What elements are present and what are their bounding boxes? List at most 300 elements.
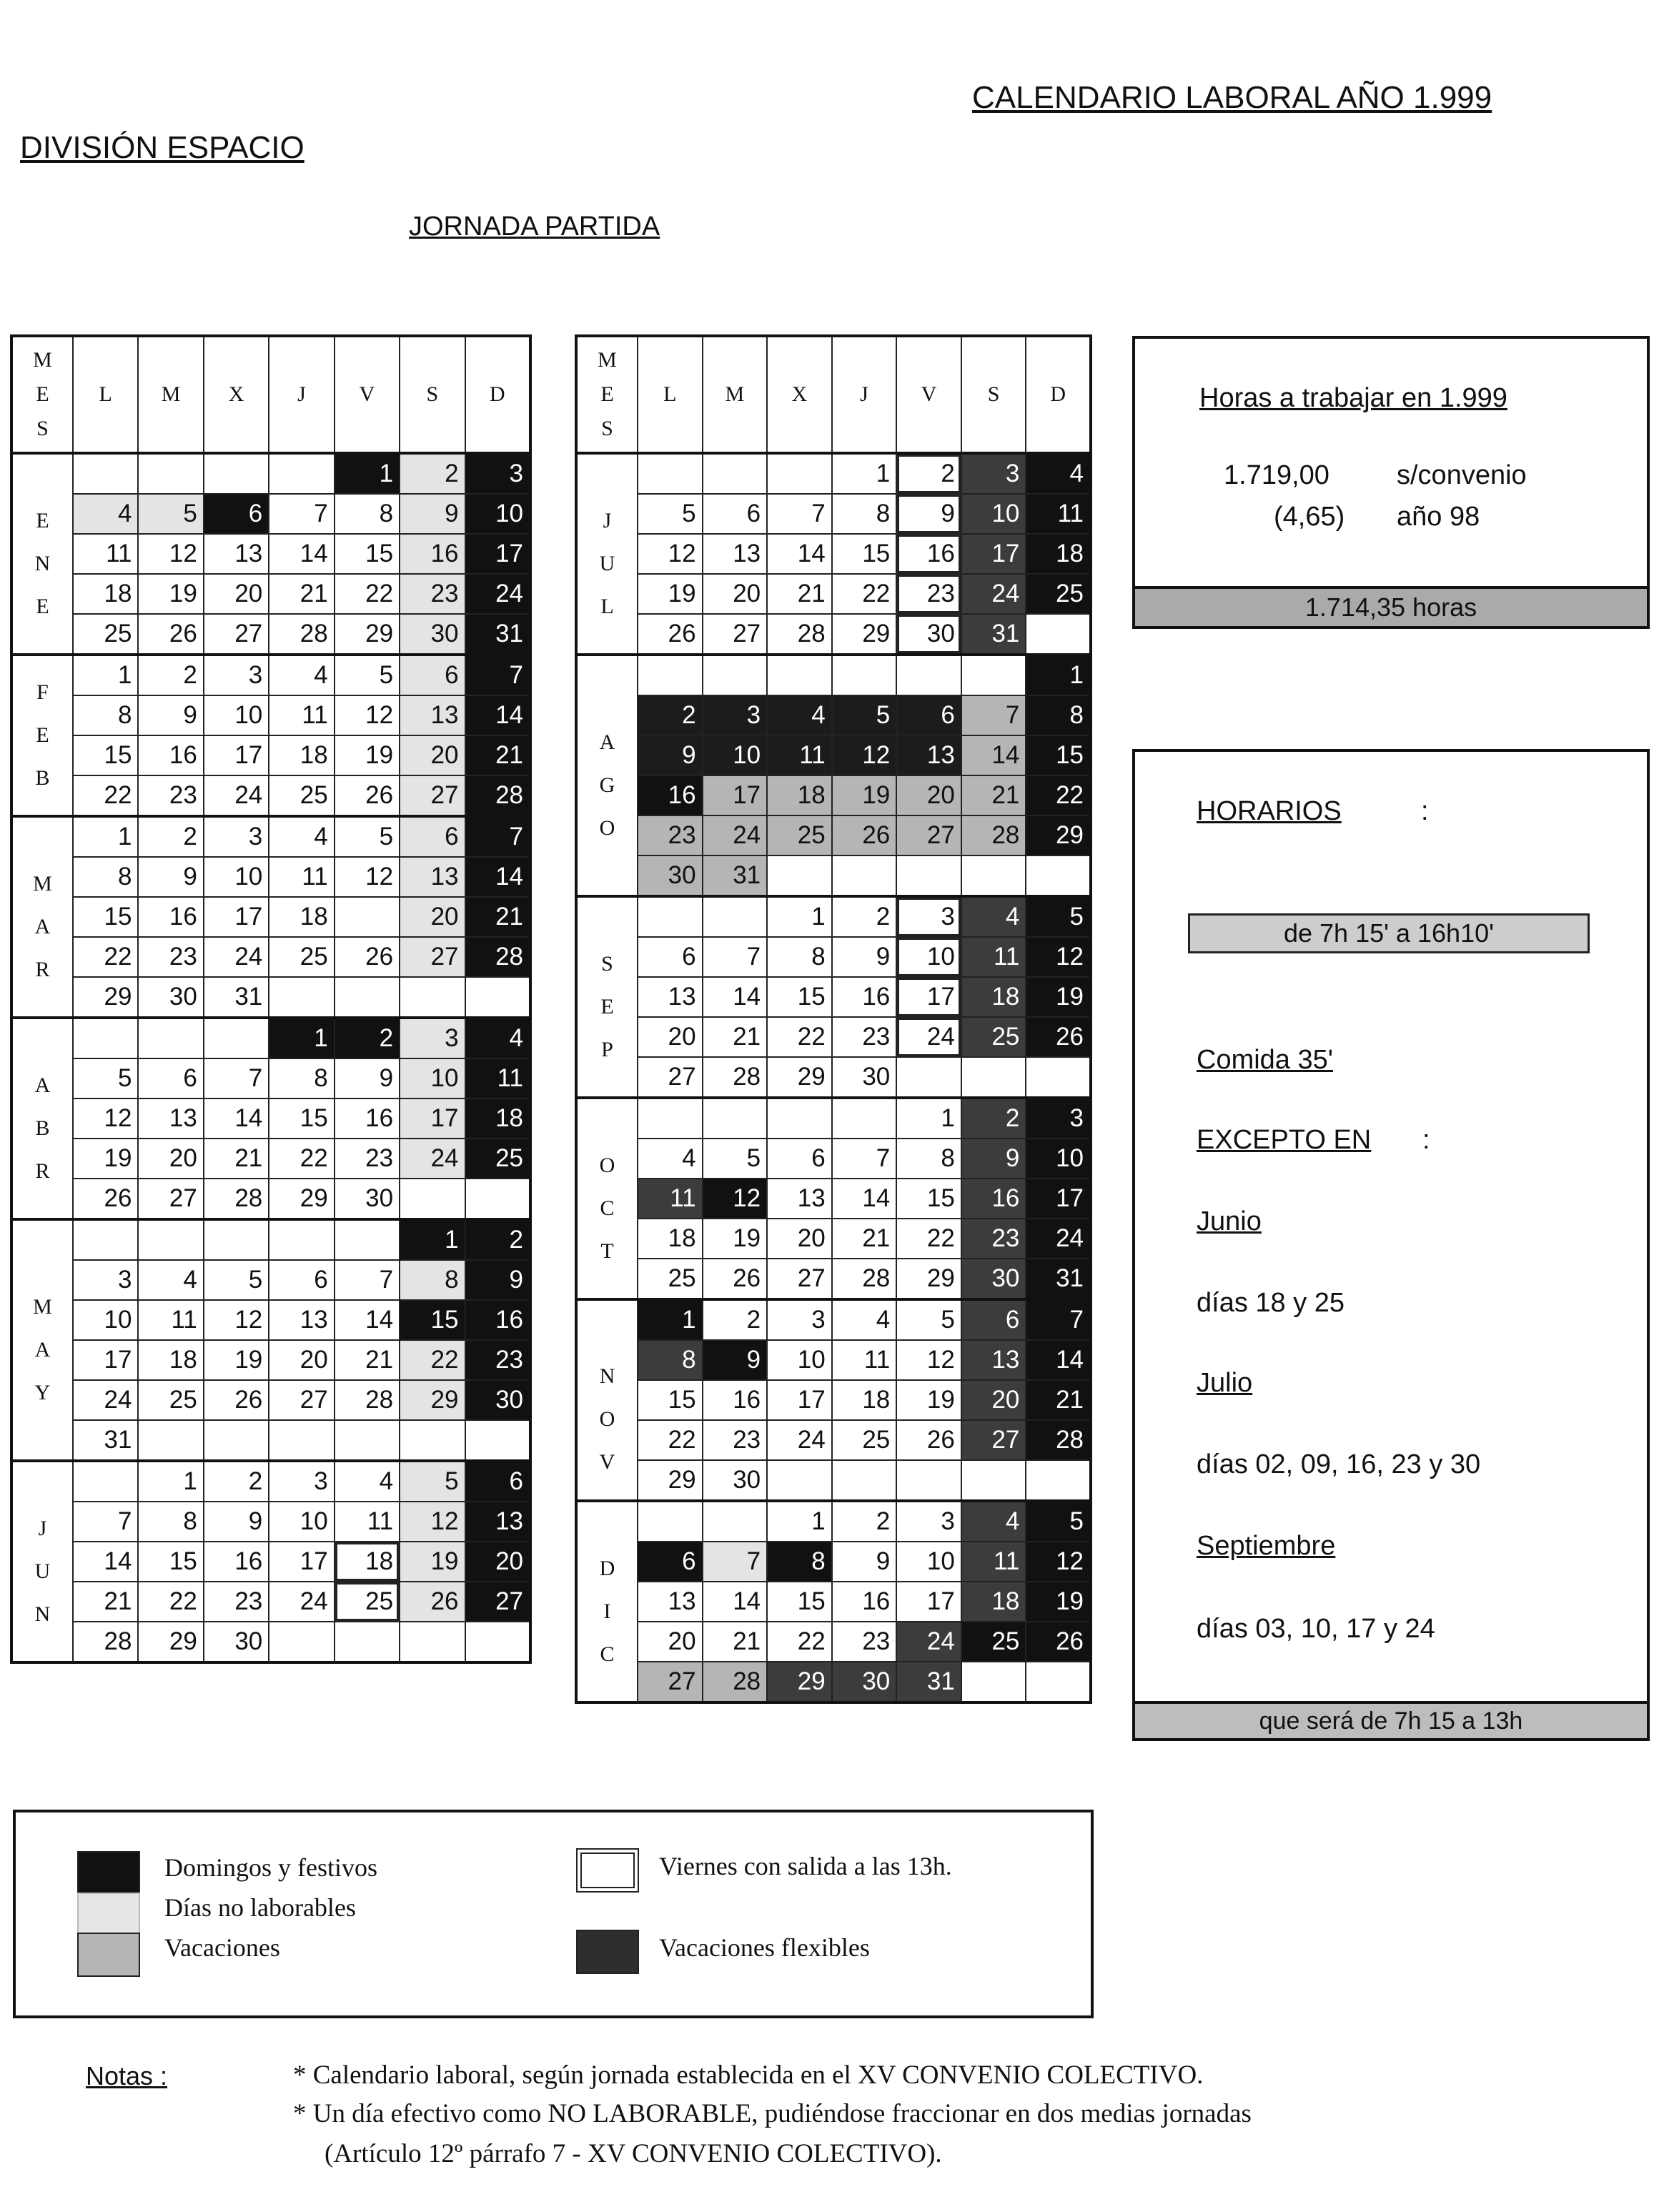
day-cell: 28 [335,1380,400,1420]
day-cell: 5 [400,1461,465,1502]
day-cell: 28 [269,614,334,655]
day-cell: 24 [961,574,1026,614]
day-cell: 17 [703,775,768,815]
day-cell: 31 [896,1662,961,1702]
mes-header: M E S [576,336,638,453]
day-cell: 25 [961,1017,1026,1057]
day-cell: 31 [465,614,530,655]
day-cell: 27 [400,775,465,816]
day-cell: 2 [638,695,703,735]
day-cell: 8 [400,1260,465,1300]
day-cell: 23 [204,1582,269,1622]
day-cell: 18 [138,1340,203,1380]
day-cell: 28 [465,937,530,977]
day-cell: 13 [269,1300,334,1340]
day-cell: 19 [703,1219,768,1259]
day-cell: 18 [961,1582,1026,1622]
day-cell: 26 [335,775,400,816]
day-cell: 1 [1026,655,1091,695]
empty-cell [703,1098,768,1139]
day-cell: 10 [896,937,961,977]
empty-cell [204,1219,269,1260]
day-cell: 1 [73,816,138,857]
day-cell: 29 [73,977,138,1018]
day-cell: 13 [961,1340,1026,1380]
day-cell: 16 [896,534,961,574]
month-label: O C T [576,1098,638,1299]
empty-cell [335,1219,400,1260]
day-cell: 14 [767,534,832,574]
day-cell: 27 [638,1662,703,1702]
day-cell: 25 [269,937,334,977]
day-cell: 5 [638,494,703,534]
empty-cell [961,855,1026,896]
empty-cell [896,655,961,695]
hours-value-2: (4,65) [1274,502,1345,532]
weekday-header: M [703,336,768,453]
day-cell: 16 [465,1300,530,1340]
empty-cell [767,1460,832,1501]
day-cell: 9 [638,735,703,775]
day-cell: 4 [638,1139,703,1179]
day-cell: 30 [335,1179,400,1219]
calendar-table-left [10,334,532,1664]
day-cell: 19 [1026,1582,1091,1622]
day-cell: 1 [832,453,897,494]
day-cell: 8 [767,1542,832,1582]
day-cell: 10 [896,1542,961,1582]
empty-cell [767,453,832,494]
empty-cell [335,977,400,1018]
day-cell: 17 [961,534,1026,574]
day-cell: 3 [767,1299,832,1340]
day-cell: 6 [269,1260,334,1300]
day-cell: 23 [400,574,465,614]
day-cell: 5 [1026,896,1091,937]
day-cell: 8 [335,494,400,534]
day-cell: 7 [1026,1299,1091,1340]
day-cell: 19 [832,775,897,815]
empty-cell [204,1018,269,1058]
schedule-hours: de 7h 15' a 16h10' [1188,913,1590,953]
day-cell: 29 [400,1380,465,1420]
day-cell: 9 [703,1340,768,1380]
empty-cell [269,453,334,494]
day-cell: 9 [138,695,203,735]
empty-cell [896,1460,961,1501]
hours-box [1132,336,1650,629]
day-cell: 10 [703,735,768,775]
day-cell: 12 [335,857,400,897]
empty-cell [204,1420,269,1461]
day-cell: 24 [204,937,269,977]
month-label: F E B [11,655,73,816]
empty-cell [465,1179,530,1219]
day-cell: 3 [961,453,1026,494]
day-cell: 3 [896,896,961,937]
day-cell: 1 [896,1098,961,1139]
day-cell: 22 [400,1340,465,1380]
day-cell: 30 [138,977,203,1018]
day-cell: 3 [1026,1098,1091,1139]
schedule-title-colon: : [1421,796,1429,826]
day-cell: 25 [73,614,138,655]
day-cell: 27 [400,937,465,977]
day-cell: 23 [335,1139,400,1179]
day-cell: 17 [896,977,961,1017]
day-cell: 19 [73,1139,138,1179]
note-2: * Un día efectivo como NO LABORABLE, pudiéndose fraccionar en dos medias jornadas [293,2099,1252,2128]
day-cell: 7 [465,655,530,695]
weekday-header: L [73,336,138,453]
day-cell: 7 [832,1139,897,1179]
day-cell: 12 [1026,937,1091,977]
day-cell: 8 [638,1340,703,1380]
day-cell: 21 [335,1340,400,1380]
day-cell: 10 [269,1502,334,1542]
day-cell: 13 [896,735,961,775]
weekday-header: M [138,336,203,453]
day-cell: 11 [269,857,334,897]
month-label: D I C [576,1501,638,1702]
empty-cell [832,1098,897,1139]
day-cell: 23 [832,1017,897,1057]
empty-cell [703,655,768,695]
day-cell: 15 [400,1300,465,1340]
empty-cell [400,1179,465,1219]
weekday-header: S [400,336,465,453]
day-cell: 15 [896,1179,961,1219]
day-cell: 18 [269,735,334,775]
day-cell: 29 [896,1259,961,1299]
day-cell: 1 [767,896,832,937]
empty-cell [138,1420,203,1461]
empty-cell [1026,1460,1091,1501]
hours-unit-2: año 98 [1397,502,1480,532]
day-cell: 2 [832,1501,897,1542]
day-cell: 20 [204,574,269,614]
day-cell: 30 [400,614,465,655]
day-cell: 29 [767,1662,832,1702]
day-cell: 4 [767,695,832,735]
day-cell: 9 [400,494,465,534]
day-cell: 29 [1026,815,1091,855]
day-cell: 7 [961,695,1026,735]
notes-label: Notas : [86,2061,168,2091]
day-cell: 7 [703,937,768,977]
day-cell: 25 [335,1582,400,1622]
day-cell: 31 [73,1420,138,1461]
day-cell: 22 [896,1219,961,1259]
day-cell: 6 [767,1139,832,1179]
empty-cell [638,453,703,494]
weekday-header: X [204,336,269,453]
day-cell: 11 [269,695,334,735]
month-label: J U L [576,453,638,655]
day-cell: 17 [204,735,269,775]
days-september: días 03, 10, 17 y 24 [1197,1614,1435,1644]
day-cell: 22 [1026,775,1091,815]
day-cell: 6 [896,695,961,735]
day-cell: 31 [703,855,768,896]
weekday-header: D [465,336,530,453]
day-cell: 27 [138,1179,203,1219]
empty-cell [335,1622,400,1662]
day-cell: 8 [73,695,138,735]
day-cell: 28 [832,1259,897,1299]
empty-cell [400,977,465,1018]
empty-cell [335,897,400,937]
day-cell: 2 [703,1299,768,1340]
day-cell: 2 [465,1219,530,1260]
empty-cell [400,1420,465,1461]
day-cell: 9 [832,1542,897,1582]
day-cell: 14 [1026,1340,1091,1380]
day-cell: 3 [465,453,530,494]
day-cell: 9 [961,1139,1026,1179]
day-cell: 26 [204,1380,269,1420]
day-cell: 20 [638,1017,703,1057]
weekday-header: V [896,336,961,453]
month-label: S E P [576,896,638,1098]
empty-cell [73,1018,138,1058]
day-cell: 3 [204,655,269,695]
day-cell: 5 [1026,1501,1091,1542]
day-cell: 28 [961,815,1026,855]
day-cell: 21 [1026,1380,1091,1420]
day-cell: 22 [335,574,400,614]
hours-unit-1: s/convenio [1397,460,1527,490]
empty-cell [269,1420,334,1461]
empty-cell [767,855,832,896]
month-label: M A R [11,816,73,1018]
empty-cell [335,1420,400,1461]
empty-cell [961,1662,1026,1702]
day-cell: 7 [465,816,530,857]
day-cell: 8 [896,1139,961,1179]
day-cell: 26 [896,1420,961,1460]
day-cell: 16 [832,1582,897,1622]
day-cell: 1 [400,1219,465,1260]
except-colon: : [1422,1125,1430,1155]
day-cell: 13 [703,534,768,574]
legend-label-no-laborables: Días no laborables [164,1893,356,1922]
day-cell: 29 [138,1622,203,1662]
day-cell: 20 [465,1542,530,1582]
day-cell: 2 [138,655,203,695]
legend-label-flexibles: Vacaciones flexibles [659,1933,870,1962]
day-cell: 4 [1026,453,1091,494]
day-cell: 19 [204,1340,269,1380]
day-cell: 2 [335,1018,400,1058]
note-3: (Artículo 12º párrafo 7 - XV CONVENIO COLECTIVO). [325,2139,942,2168]
legend-box [13,1810,1094,2018]
day-cell: 1 [73,655,138,695]
empty-cell [638,655,703,695]
day-cell: 5 [703,1139,768,1179]
legend-swatch-vacaciones [77,1933,140,1977]
day-cell: 1 [767,1501,832,1542]
empty-cell [1026,1057,1091,1098]
except-label: EXCEPTO EN [1197,1125,1372,1155]
day-cell: 10 [400,1058,465,1098]
day-cell: 18 [73,574,138,614]
day-cell: 14 [204,1098,269,1139]
day-cell: 1 [335,453,400,494]
day-cell: 28 [465,775,530,816]
schedule-title: HORARIOS [1197,796,1342,826]
day-cell: 18 [767,775,832,815]
day-cell: 23 [896,574,961,614]
day-cell: 5 [73,1058,138,1098]
day-cell: 11 [138,1300,203,1340]
day-cell: 28 [1026,1420,1091,1460]
day-cell: 3 [703,695,768,735]
day-cell: 21 [204,1139,269,1179]
day-cell: 5 [335,655,400,695]
day-cell: 24 [73,1380,138,1420]
day-cell: 17 [896,1582,961,1622]
division-title: DIVISIÓN ESPACIO [20,130,304,165]
day-cell: 14 [335,1300,400,1340]
day-cell: 6 [638,937,703,977]
day-cell: 16 [204,1542,269,1582]
day-cell: 21 [269,574,334,614]
day-cell: 16 [138,897,203,937]
day-cell: 26 [73,1179,138,1219]
month-label: E N E [11,453,73,655]
day-cell: 10 [767,1340,832,1380]
day-cell: 15 [767,977,832,1017]
jornada-title: JORNADA PARTIDA [409,212,660,242]
day-cell: 23 [703,1420,768,1460]
day-cell: 15 [1026,735,1091,775]
day-cell: 18 [638,1219,703,1259]
day-cell: 27 [269,1380,334,1420]
day-cell: 2 [832,896,897,937]
day-cell: 24 [204,775,269,816]
day-cell: 30 [638,855,703,896]
day-cell: 16 [400,534,465,574]
day-cell: 17 [204,897,269,937]
day-cell: 29 [767,1057,832,1098]
empty-cell [1026,614,1091,655]
day-cell: 17 [400,1098,465,1139]
weekday-header: V [335,336,400,453]
day-cell: 4 [832,1299,897,1340]
day-cell: 16 [335,1098,400,1139]
day-cell: 27 [204,614,269,655]
day-cell: 20 [767,1219,832,1259]
day-cell: 6 [638,1542,703,1582]
weekday-header: D [1026,336,1091,453]
day-cell: 24 [1026,1219,1091,1259]
day-cell: 18 [1026,534,1091,574]
empty-cell [703,896,768,937]
day-cell: 17 [269,1542,334,1582]
day-cell: 24 [767,1420,832,1460]
day-cell: 16 [138,735,203,775]
day-cell: 17 [1026,1179,1091,1219]
day-cell: 31 [1026,1259,1091,1299]
day-cell: 27 [961,1420,1026,1460]
day-cell: 8 [269,1058,334,1098]
day-cell: 22 [269,1139,334,1179]
day-cell: 21 [73,1582,138,1622]
day-cell: 11 [1026,494,1091,534]
day-cell: 29 [269,1179,334,1219]
day-cell: 4 [269,816,334,857]
empty-cell [73,1219,138,1260]
day-cell: 26 [335,937,400,977]
day-cell: 28 [703,1057,768,1098]
day-cell: 29 [638,1460,703,1501]
weekday-header: S [961,336,1026,453]
day-cell: 13 [465,1502,530,1542]
day-cell: 21 [465,897,530,937]
day-cell: 12 [204,1300,269,1340]
day-cell: 5 [896,1299,961,1340]
day-cell: 11 [335,1502,400,1542]
day-cell: 25 [961,1622,1026,1662]
day-cell: 4 [961,1501,1026,1542]
day-cell: 30 [896,614,961,655]
day-cell: 16 [961,1179,1026,1219]
day-cell: 4 [138,1260,203,1300]
empty-cell [73,453,138,494]
day-cell: 22 [638,1420,703,1460]
day-cell: 9 [832,937,897,977]
day-cell: 14 [269,534,334,574]
day-cell: 20 [400,897,465,937]
day-cell: 10 [73,1300,138,1340]
days-july: días 02, 09, 16, 23 y 30 [1197,1449,1481,1479]
empty-cell [961,655,1026,695]
day-cell: 12 [400,1502,465,1542]
day-cell: 30 [465,1380,530,1420]
day-cell: 10 [204,857,269,897]
day-cell: 12 [638,534,703,574]
month-label: A G O [576,655,638,896]
day-cell: 27 [767,1259,832,1299]
day-cell: 19 [138,574,203,614]
day-cell: 4 [961,896,1026,937]
day-cell: 2 [138,816,203,857]
day-cell: 7 [204,1058,269,1098]
month-september: Septiembre [1197,1531,1336,1561]
empty-cell [465,1622,530,1662]
day-cell: 26 [138,614,203,655]
day-cell: 14 [465,857,530,897]
day-cell: 3 [400,1018,465,1058]
day-cell: 11 [465,1058,530,1098]
day-cell: 16 [832,977,897,1017]
day-cell: 11 [767,735,832,775]
day-cell: 22 [73,937,138,977]
month-label: A B R [11,1018,73,1219]
day-cell: 24 [703,815,768,855]
calendar-title: CALENDARIO LABORAL AÑO 1.999 [972,80,1492,115]
empty-cell [1026,1662,1091,1702]
day-cell: 16 [703,1380,768,1420]
day-cell: 21 [703,1017,768,1057]
days-june: días 18 y 25 [1197,1288,1345,1318]
day-cell: 5 [832,695,897,735]
empty-cell [961,1460,1026,1501]
day-cell: 23 [138,775,203,816]
legend-swatch-flexibles [576,1930,639,1974]
day-cell: 28 [73,1622,138,1662]
